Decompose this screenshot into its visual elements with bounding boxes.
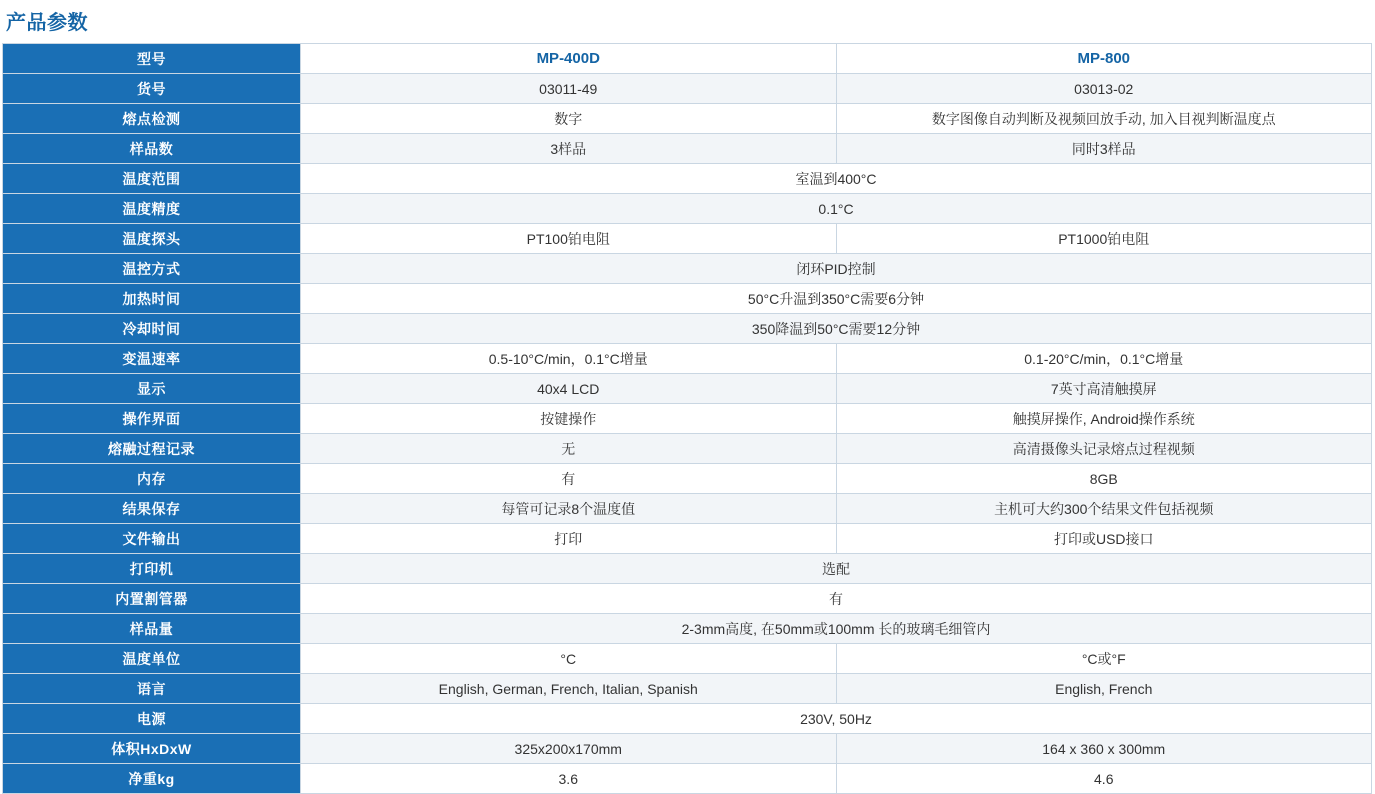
- row-label: 样品数: [3, 134, 301, 164]
- row-value-mp400d: 按键操作: [301, 404, 837, 434]
- table-row: [3, 614, 1372, 644]
- row-label: 净重kg: [3, 764, 301, 794]
- table-row: [3, 224, 1372, 254]
- row-value-mp800: English, French: [836, 674, 1372, 704]
- table-row: [3, 494, 1372, 524]
- row-value-mp400d: 3.6: [301, 764, 837, 794]
- row-label: 变温速率: [3, 344, 301, 374]
- table-row: [3, 374, 1372, 404]
- row-label: 结果保存: [3, 494, 301, 524]
- row-value-merged: 闭环PID控制: [301, 254, 1372, 284]
- row-value-mp400d: 数字: [301, 104, 837, 134]
- table-row: [3, 734, 1372, 764]
- table-row: [3, 524, 1372, 554]
- table-row: [3, 584, 1372, 614]
- row-value-mp400d: 40x4 LCD: [301, 374, 837, 404]
- row-value-mp800: 高清摄像头记录熔点过程视频: [836, 434, 1372, 464]
- row-label: 显示: [3, 374, 301, 404]
- table-row: [3, 254, 1372, 284]
- row-label: 熔融过程记录: [3, 434, 301, 464]
- table-row: [3, 44, 1372, 74]
- row-label: 温控方式: [3, 254, 301, 284]
- row-label: 温度探头: [3, 224, 301, 254]
- spec-table-body: [3, 44, 1372, 794]
- row-value-mp400d: 0.5-10°C/min，0.1°C增量: [301, 344, 837, 374]
- row-label: 货号: [3, 74, 301, 104]
- table-row: [3, 704, 1372, 734]
- table-row: [3, 674, 1372, 704]
- row-label: 操作界面: [3, 404, 301, 434]
- page-title: 产品参数: [6, 12, 88, 34]
- row-label: 加热时间: [3, 284, 301, 314]
- table-row: [3, 764, 1372, 794]
- row-label: 内置割管器: [3, 584, 301, 614]
- row-value-mp400d: 03011-49: [301, 74, 837, 104]
- row-label: 语言: [3, 674, 301, 704]
- row-label: 温度范围: [3, 164, 301, 194]
- row-value-mp800: PT1000铂电阻: [836, 224, 1372, 254]
- row-value-mp800: 数字图像自动判断及视频回放手动, 加入目视判断温度点: [836, 104, 1372, 134]
- row-value-merged: 50°C升温到350°C需要6分钟: [301, 284, 1372, 314]
- row-label: 温度单位: [3, 644, 301, 674]
- table-row: [3, 464, 1372, 494]
- row-value-merged: 2-3mm高度, 在50mm或100mm 长的玻璃毛细管内: [301, 614, 1372, 644]
- table-row: [3, 554, 1372, 584]
- row-value-merged: 有: [301, 584, 1372, 614]
- row-value-mp400d: 3样品: [301, 134, 837, 164]
- table-row: [3, 284, 1372, 314]
- row-label: 文件输出: [3, 524, 301, 554]
- row-label: 打印机: [3, 554, 301, 584]
- row-value-merged: 0.1°C: [301, 194, 1372, 224]
- row-value-mp800: 8GB: [836, 464, 1372, 494]
- row-label: 冷却时间: [3, 314, 301, 344]
- row-value-mp400d: 325x200x170mm: [301, 734, 837, 764]
- table-row: [3, 164, 1372, 194]
- table-row: [3, 404, 1372, 434]
- row-label: 熔点检测: [3, 104, 301, 134]
- table-row: [3, 434, 1372, 464]
- row-value-mp400d: 无: [301, 434, 837, 464]
- table-row: [3, 74, 1372, 104]
- row-value-mp800: 164 x 360 x 300mm: [836, 734, 1372, 764]
- row-value-mp800: 7英寸高清触摸屏: [836, 374, 1372, 404]
- row-value-mp800: MP-800: [836, 44, 1372, 74]
- table-row: [3, 194, 1372, 224]
- table-row: [3, 344, 1372, 374]
- row-value-merged: 室温到400°C: [301, 164, 1372, 194]
- row-value-mp800: 触摸屏操作, Android操作系统: [836, 404, 1372, 434]
- row-label: 样品量: [3, 614, 301, 644]
- row-value-mp800: 主机可大约300个结果文件包括视频: [836, 494, 1372, 524]
- row-value-mp400d: °C: [301, 644, 837, 674]
- row-value-mp400d: MP-400D: [301, 44, 837, 74]
- table-row: [3, 134, 1372, 164]
- row-label: 温度精度: [3, 194, 301, 224]
- table-row: [3, 314, 1372, 344]
- row-value-merged: 230V, 50Hz: [301, 704, 1372, 734]
- row-label: 体积HxDxW: [3, 734, 301, 764]
- row-value-merged: 选配: [301, 554, 1372, 584]
- table-row: [3, 104, 1372, 134]
- row-label: 型号: [3, 44, 301, 74]
- row-value-mp800: 同时3样品: [836, 134, 1372, 164]
- row-value-merged: 350降温到50°C需要12分钟: [301, 314, 1372, 344]
- row-value-mp400d: English, German, French, Italian, Spanish: [301, 674, 837, 704]
- row-value-mp800: 03013-02: [836, 74, 1372, 104]
- row-value-mp400d: 有: [301, 464, 837, 494]
- row-label: 电源: [3, 704, 301, 734]
- row-value-mp800: °C或°F: [836, 644, 1372, 674]
- row-value-mp400d: 打印: [301, 524, 837, 554]
- row-value-mp400d: 每管可记录8个温度值: [301, 494, 837, 524]
- row-label: 内存: [3, 464, 301, 494]
- row-value-mp800: 4.6: [836, 764, 1372, 794]
- row-value-mp800: 打印或USD接口: [836, 524, 1372, 554]
- row-value-mp800: 0.1-20°C/min，0.1°C增量: [836, 344, 1372, 374]
- row-value-mp400d: PT100铂电阻: [301, 224, 837, 254]
- table-row: [3, 644, 1372, 674]
- product-spec-table: [2, 43, 1372, 794]
